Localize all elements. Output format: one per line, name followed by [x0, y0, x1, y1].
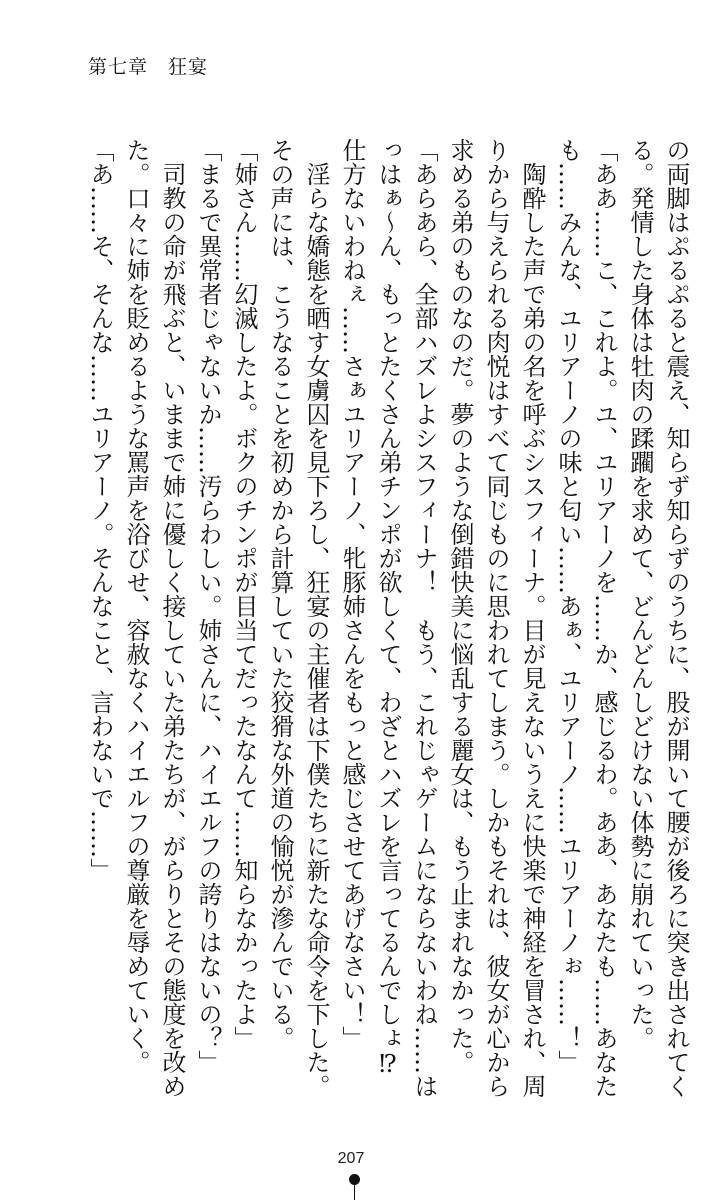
text-line: 「姉さん……幻滅したよ。ボクのチンポが目当てだったなんて……知らなかったよ」 — [230, 138, 258, 1050]
text-line: 淫らな嬌態を晒す女虜囚を見下ろし、狂宴の主催者は下僕たちに新たな命令を下した。 — [302, 138, 330, 1098]
text-line: の両脚はぷるぷると震え、知らず知らずのうちに、股が開いて腰が後ろに突き出されてく — [662, 138, 690, 1098]
text-line: りから与えられる肉悦はすべて同じものに思われてしまう。しかもそれは、彼女が心から — [482, 138, 510, 1098]
page-marker-line — [354, 1180, 355, 1200]
text-line: 陶酔した声で弟の名を呼ぶシスフィーナ。目が見えないうえに快楽で神経を冒され、周 — [518, 138, 546, 1098]
text-line: 司教の命が飛ぶと、いままで姉に優しく接していた弟たちが、がらりとその態度を改め — [158, 138, 186, 1098]
text-line: その声には、こうなることを初めから計算していた狡猾な外道の愉悦が滲んでいる。 — [266, 138, 294, 1050]
text-line: 「あ……そ、そんな……ユリアーノ。そんなこと、言わないで……」 — [86, 138, 114, 882]
text-line: っはぁ～ん、もっとたくさん弟チンポが欲しくて、わざとハズレを言ってるんでしょ⁉ — [374, 138, 402, 1078]
body-text — [82, 138, 694, 1108]
text-line: 「あらあら、全部ハズレよシスフィーナ！ もう、これじゃゲームにならないわね……は — [410, 138, 438, 1098]
text-line: 「ああ……こ、これよ。ユ、ユリアーノを……か、感じるわ。ああ、あなたも……あなた — [590, 138, 618, 1098]
text-line: 求める弟のものなのだ。夢のような倒錯快美に悩乱する麗女は、もう止まれなかった。 — [446, 138, 474, 1074]
text-line: 仕方ないわねぇ……さぁユリアーノ、牝豚姉さんをもっと感じさせてあげなさい！」 — [338, 138, 366, 1050]
text-line: も……みんな、ユリアーノの味と匂い……あぁ、ユリアーノ……ユリアーノぉ……！」 — [554, 138, 582, 1074]
text-line: る。発情した身体は牡肉の蹂躙を求めて、どんどんしどけない体勢に崩れていった。 — [626, 138, 654, 1050]
text-line: 「まるで異常者じゃないか……汚らわしい。姉さんに、ハイエルフの誇りはないの？」 — [194, 138, 222, 1074]
page-number: 207 — [337, 1150, 365, 1167]
running-head-chapter-title: 第七章 狂宴 — [88, 56, 209, 78]
text-line: た。口々に姉を貶めるような罵声を浴びせ、容赦なくハイエルフの尊厳を辱めていく。 — [122, 138, 150, 1074]
